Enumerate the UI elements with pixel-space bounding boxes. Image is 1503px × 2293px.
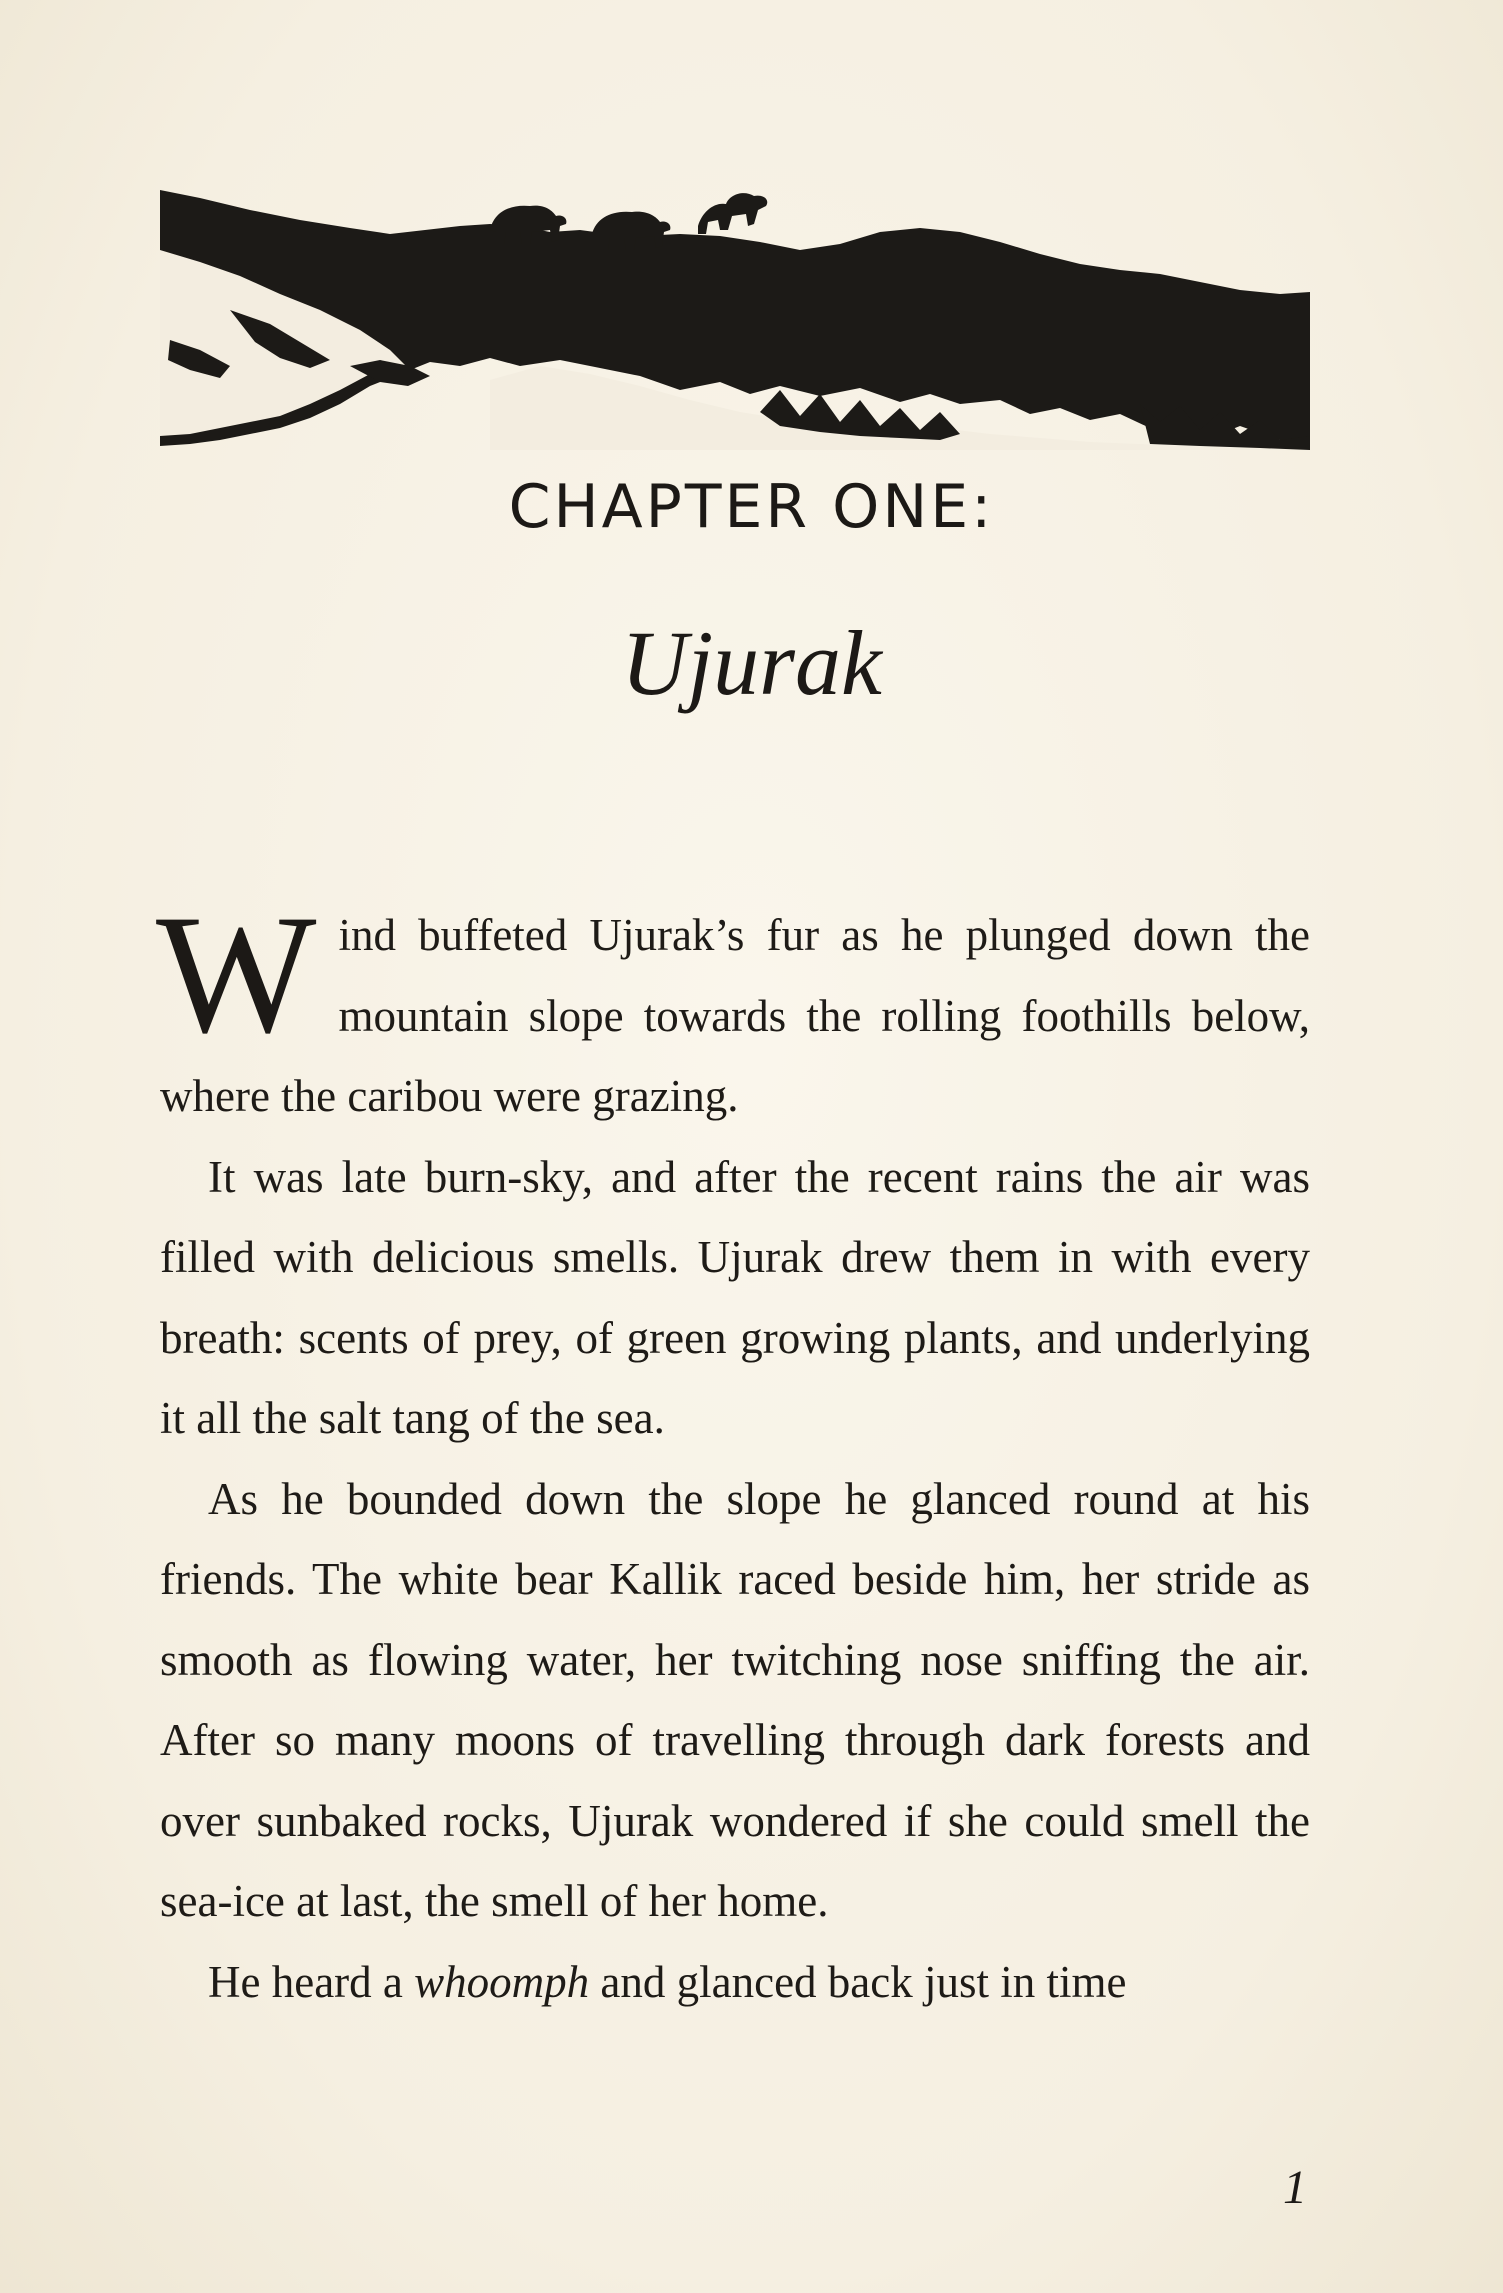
paragraph [156,880,1310,1137]
mountain-bears-illustration [160,190,1310,450]
bear-icon [592,212,670,250]
page-number: 1 [1283,2161,1307,2214]
paragraph [160,1942,1310,2023]
paragraph-text: He heard a [208,1956,415,2007]
paragraph-text: ind buffeted Ujurak’s fur as he plunged down the mountain slope towards the rolling foothills below, where the caribou were grazing. [160,910,1310,1121]
paragraph: As he bounded down the slope he glanced round at his friends. The white bear Kallik raced beside him, her stride as smooth as flowing water, her twitching nose sniffing the air. After so many moons of travelling through dark forests and over sunbaked rocks, Ujurak wondered if she could smell the sea-ice at last, the smell of her home. [160,1473,1310,1926]
bear-icon [490,206,566,244]
chapter-name: Ujurak [621,612,882,714]
drop-cap: W [156,880,317,1068]
chapter-title: CHAPTER ONE: [508,472,995,542]
paragraph: It was late burn-sky, and after the recent rains the air was filled with delicious smells. Ujurak drew them in with every breath: scents of prey, of green growing plants, and underlying it all the salt tang of the sea. [160,1151,1310,1443]
chapter-body [156,880,1310,2022]
bear-icon [698,193,767,234]
italic-word: whoomph [414,1956,590,2007]
paragraph-text: and glanced back just in time [589,1956,1127,2007]
